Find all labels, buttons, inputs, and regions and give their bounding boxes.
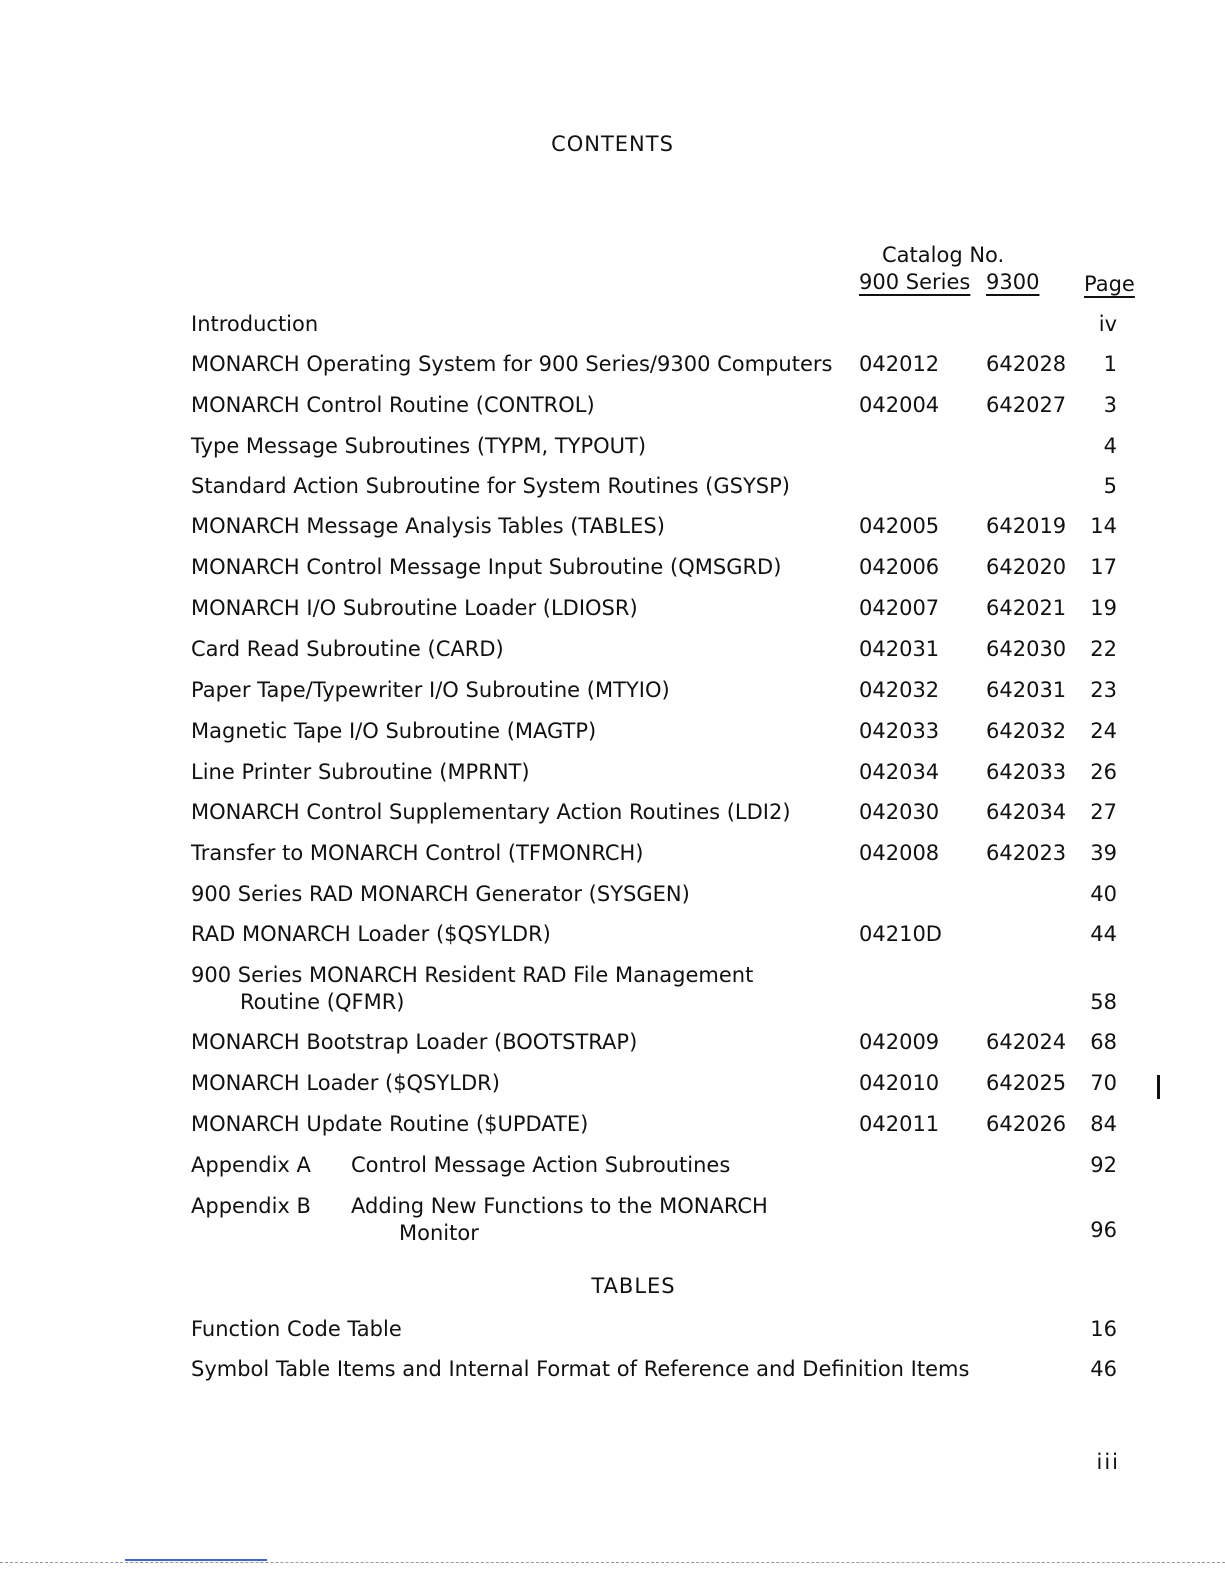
- catalog-900: 042010: [859, 1071, 940, 1095]
- catalog-900: 042011: [859, 1112, 940, 1136]
- entry-page: 39: [1090, 841, 1117, 865]
- entry-page: 58: [1090, 990, 1117, 1014]
- page-title: CONTENTS: [551, 132, 674, 156]
- entry-page: 68: [1090, 1030, 1117, 1054]
- table-page: 16: [1090, 1317, 1117, 1341]
- entry-page: 44: [1090, 922, 1117, 946]
- table-title: Symbol Table Items and Internal Format of Reference and Definition Items: [191, 1357, 970, 1381]
- col-9300-header: 9300: [986, 270, 1040, 294]
- catalog-900: 042033: [859, 719, 940, 743]
- scan-edge-line: [0, 1562, 1225, 1563]
- catalog-header: Catalog No.: [882, 243, 1005, 267]
- table-title: Function Code Table: [191, 1317, 402, 1341]
- catalog-9300: 642024: [986, 1030, 1067, 1054]
- catalog-9300: 642023: [986, 841, 1067, 865]
- entry-page: 40: [1090, 882, 1117, 906]
- catalog-900: 042004: [859, 393, 940, 417]
- catalog-900: 042031: [859, 637, 940, 661]
- entry-title: MONARCH Loader ($QSYLDR): [191, 1071, 500, 1095]
- entry-page: 1: [1103, 352, 1117, 376]
- catalog-9300: 642025: [986, 1071, 1067, 1095]
- catalog-9300: 642033: [986, 760, 1067, 784]
- appendix-title: Adding New Functions to the MONARCH: [351, 1194, 768, 1218]
- entry-title: MONARCH Control Message Input Subroutine (QMSGRD): [191, 555, 782, 579]
- catalog-9300: 642030: [986, 637, 1067, 661]
- entry-title: Line Printer Subroutine (MPRNT): [191, 760, 530, 784]
- catalog-900: 042009: [859, 1030, 940, 1054]
- catalog-9300: 642021: [986, 596, 1067, 620]
- entry-page: 5: [1103, 474, 1117, 498]
- entry-title: 900 Series MONARCH Resident RAD File Management: [191, 963, 754, 987]
- catalog-900: 042007: [859, 596, 940, 620]
- entry-title: RAD MONARCH Loader ($QSYLDR): [191, 922, 551, 946]
- appendix-page: 92: [1090, 1153, 1117, 1177]
- entry-title: 900 Series RAD MONARCH Generator (SYSGEN): [191, 882, 690, 906]
- entry-title: MONARCH Message Analysis Tables (TABLES): [191, 514, 665, 538]
- entry-page: 4: [1103, 434, 1117, 458]
- catalog-9300: 642031: [986, 678, 1067, 702]
- entry-title: Magnetic Tape I/O Subroutine (MAGTP): [191, 719, 597, 743]
- entry-page: 24: [1090, 719, 1117, 743]
- col-900-header: 900 Series: [859, 270, 971, 294]
- change-bar: [1157, 1075, 1160, 1099]
- catalog-900: 042030: [859, 800, 940, 824]
- entry-title: Type Message Subroutines (TYPM, TYPOUT): [191, 434, 647, 458]
- page-number: iii: [1096, 1450, 1120, 1474]
- entry-page: 19: [1090, 596, 1117, 620]
- table-page: 46: [1090, 1357, 1117, 1381]
- entry-title: MONARCH Control Supplementary Action Routines (LDI2): [191, 800, 791, 824]
- catalog-9300: 642034: [986, 800, 1067, 824]
- entry-page: 17: [1090, 555, 1117, 579]
- entry-title: MONARCH Bootstrap Loader (BOOTSTRAP): [191, 1030, 638, 1054]
- catalog-900: 042005: [859, 514, 940, 538]
- appendix-title-continued: Monitor: [399, 1221, 479, 1245]
- entry-title: MONARCH I/O Subroutine Loader (LDIOSR): [191, 596, 638, 620]
- catalog-900: 042012: [859, 352, 940, 376]
- catalog-9300: 642028: [986, 352, 1067, 376]
- entry-page: 3: [1103, 393, 1117, 417]
- entry-page: 84: [1090, 1112, 1117, 1136]
- entry-title: Transfer to MONARCH Control (TFMONRCH): [191, 841, 644, 865]
- entry-title: Paper Tape/Typewriter I/O Subroutine (MTYIO): [191, 678, 670, 702]
- entry-title-continued: Routine (QFMR): [240, 990, 405, 1014]
- catalog-900: 042008: [859, 841, 940, 865]
- appendix-page: 96: [1090, 1218, 1117, 1242]
- entry-title: MONARCH Update Routine ($UPDATE): [191, 1112, 589, 1136]
- catalog-900: 042006: [859, 555, 940, 579]
- entry-title: MONARCH Control Routine (CONTROL): [191, 393, 595, 417]
- entry-page: 14: [1090, 514, 1117, 538]
- catalog-9300: 642019: [986, 514, 1067, 538]
- catalog-9300: 642032: [986, 719, 1067, 743]
- catalog-9300: 642026: [986, 1112, 1067, 1136]
- catalog-900: 042034: [859, 760, 940, 784]
- appendix-label: Appendix B: [191, 1194, 311, 1218]
- entry-page: 27: [1090, 800, 1117, 824]
- appendix-title: Control Message Action Subroutines: [351, 1153, 731, 1177]
- entry-page: 26: [1090, 760, 1117, 784]
- catalog-9300: 642027: [986, 393, 1067, 417]
- entry-title: Card Read Subroutine (CARD): [191, 637, 504, 661]
- entry-page: 22: [1090, 637, 1117, 661]
- appendix-label: Appendix A: [191, 1153, 311, 1177]
- entry-page: 23: [1090, 678, 1117, 702]
- catalog-900: 042032: [859, 678, 940, 702]
- catalog-900: 04210D: [859, 922, 942, 946]
- entry-page: iv: [1098, 312, 1117, 336]
- page-header: Page: [1084, 272, 1135, 296]
- catalog-9300: 642020: [986, 555, 1067, 579]
- entry-title: MONARCH Operating System for 900 Series/9300 Computers: [191, 352, 833, 376]
- scan-blue-mark: [125, 1559, 267, 1561]
- tables-heading: TABLES: [591, 1274, 676, 1298]
- entry-title: Introduction: [191, 312, 319, 336]
- entry-page: 70: [1090, 1071, 1117, 1095]
- entry-title: Standard Action Subroutine for System Routines (GSYSP): [191, 474, 790, 498]
